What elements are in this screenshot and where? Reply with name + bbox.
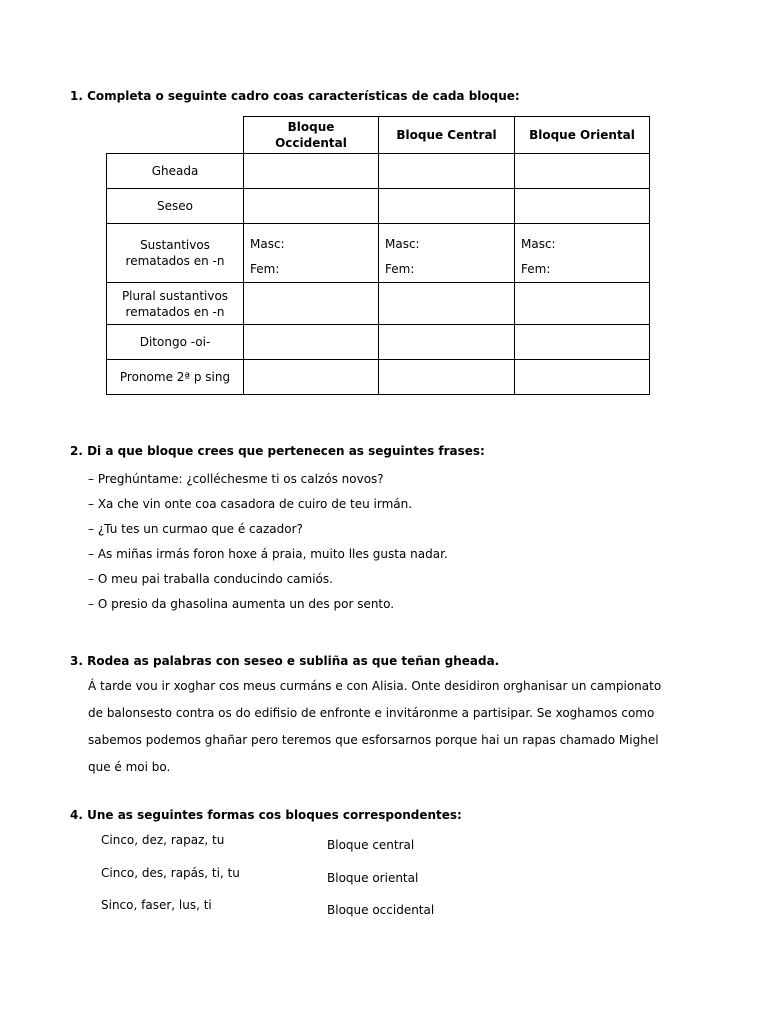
answer-cell[interactable] [515, 189, 650, 224]
answer-cell[interactable] [244, 283, 379, 325]
answer-cell[interactable] [244, 325, 379, 360]
answer-cell[interactable] [244, 189, 379, 224]
answer-cell-masc-fem[interactable] [379, 224, 515, 283]
answer-cell[interactable] [515, 360, 650, 395]
row-label-seseo: Seseo [107, 189, 244, 224]
q3-heading: 3. Rodea as palabras con seseo e subliña as que teñan gheada. [70, 654, 500, 668]
fem-label: Fem: [385, 262, 415, 276]
answer-cell[interactable] [379, 360, 515, 395]
sentence-item: – Xa che vin onte coa casadora de cuiro de teu irmán. [88, 497, 413, 511]
answer-cell-masc-fem[interactable] [244, 224, 379, 283]
masc-label: Masc: [385, 237, 420, 251]
block-item: Bloque occidental [327, 903, 435, 917]
fem-label: Fem: [521, 262, 551, 276]
paragraph-line: sabemos podemos ghañar pero teremos que esforsarnos porque hai un rapas chamado Mighel [88, 733, 659, 747]
q1-heading: 1. Completa o seguinte cadro coas características de cada bloque: [70, 89, 520, 103]
answer-cell[interactable] [244, 154, 379, 189]
row-label-sustantivos: Sustantivos rematados en -n [107, 224, 244, 283]
sentence-item: – O meu pai traballa conducindo camiós. [88, 572, 333, 586]
row-label-pronome: Pronome 2ª p sing [107, 360, 244, 395]
row-label-plural: Plural sustantivos rematados en -n [107, 283, 244, 325]
form-item: Cinco, dez, rapaz, tu [101, 833, 225, 847]
sentence-item: – ¿Tu tes un curmao que é cazador? [88, 522, 303, 536]
answer-cell[interactable] [379, 325, 515, 360]
answer-cell[interactable] [515, 154, 650, 189]
sentence-item: – As miñas irmás foron hoxe á praia, muito lles gusta nadar. [88, 547, 448, 561]
col-header-occidental: Bloque Occidental [244, 117, 379, 154]
table-corner [107, 117, 244, 154]
paragraph-line: de balonsesto contra os do edifisio de enfronte e invitáronme a partisipar. Se xoghamos como [88, 706, 655, 720]
masc-label: Masc: [250, 237, 285, 251]
answer-cell[interactable] [515, 283, 650, 325]
form-item: Cinco, des, rapás, ti, tu [101, 866, 240, 880]
answer-cell[interactable] [379, 283, 515, 325]
row-label-ditongo: Ditongo -oi- [107, 325, 244, 360]
characteristics-table [106, 116, 650, 395]
sentence-item: – Preghúntame: ¿colléchesme ti os calzós novos? [88, 472, 384, 486]
q4-heading: 4. Une as seguintes formas cos bloques correspondentes: [70, 808, 462, 822]
answer-cell[interactable] [379, 189, 515, 224]
block-item: Bloque oriental [327, 871, 419, 885]
block-item: Bloque central [327, 838, 415, 852]
col-header-oriental: Bloque Oriental [515, 117, 650, 154]
q2-heading: 2. Di a que bloque crees que pertenecen as seguintes frases: [70, 444, 485, 458]
answer-cell[interactable] [515, 325, 650, 360]
row-label-gheada: Gheada [107, 154, 244, 189]
form-item: Sinco, faser, lus, ti [101, 898, 212, 912]
paragraph-line: Á tarde vou ir xoghar cos meus curmáns e con Alisia. Onte desidiron orghanisar un campionato [88, 679, 662, 693]
answer-cell[interactable] [244, 360, 379, 395]
answer-cell-masc-fem[interactable] [515, 224, 650, 283]
fem-label: Fem: [250, 262, 280, 276]
sentence-item: – O presio da ghasolina aumenta un des por sento. [88, 597, 395, 611]
paragraph-line: que é moi bo. [88, 760, 171, 774]
col-header-central: Bloque Central [379, 117, 515, 154]
answer-cell[interactable] [379, 154, 515, 189]
masc-label: Masc: [521, 237, 556, 251]
